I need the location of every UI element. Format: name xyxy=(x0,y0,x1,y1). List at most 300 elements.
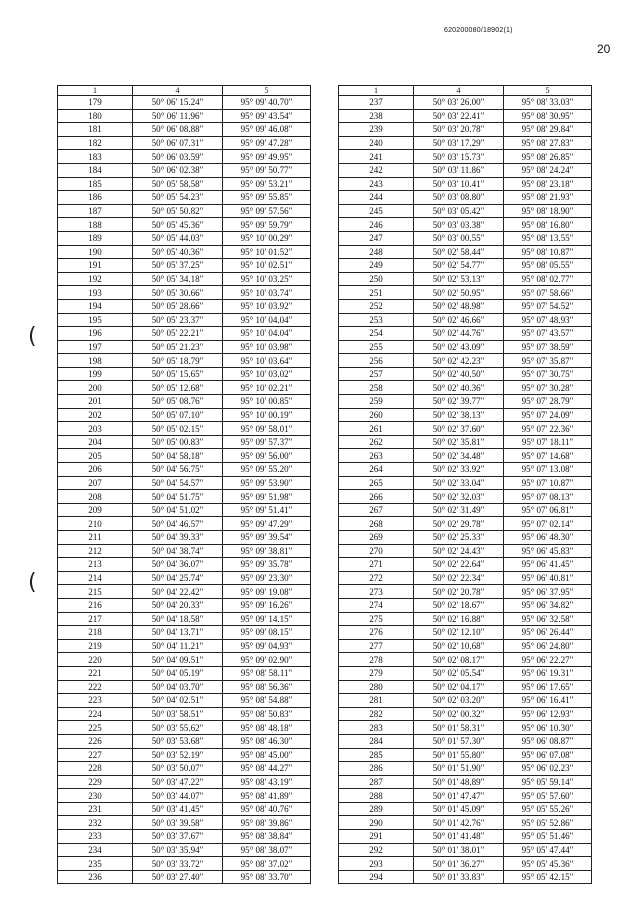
latitude-value: 50° 02' 48.98" xyxy=(414,299,504,313)
latitude-value: 50° 05' 12.68" xyxy=(133,381,223,395)
longitude-value: 95° 07' 08.13" xyxy=(504,490,592,504)
longitude-value: 95° 05' 42.15" xyxy=(504,870,592,884)
table-row xyxy=(339,857,592,871)
table-row xyxy=(339,612,592,626)
point-number: 272 xyxy=(339,571,414,585)
latitude-value: 50° 02' 40.50" xyxy=(414,367,504,381)
longitude-value: 95° 09' 47.28" xyxy=(223,136,311,150)
latitude-value: 50° 05' 44.03" xyxy=(133,231,223,245)
latitude-value: 50° 02' 37.60" xyxy=(414,422,504,436)
table-row xyxy=(58,531,311,545)
table-row xyxy=(58,626,311,640)
latitude-value: 50° 05' 34.18" xyxy=(133,272,223,286)
longitude-value: 95° 05' 59.14" xyxy=(504,775,592,789)
table-row xyxy=(58,367,311,381)
point-number: 200 xyxy=(58,381,133,395)
longitude-value: 95° 07' 48.93" xyxy=(504,313,592,327)
latitude-value: 50° 03' 58.51" xyxy=(133,707,223,721)
table-row xyxy=(58,177,311,191)
longitude-value: 95° 09' 40.70" xyxy=(223,96,311,110)
table-row xyxy=(339,802,592,816)
point-number: 275 xyxy=(339,612,414,626)
longitude-value: 95° 08' 46.30" xyxy=(223,734,311,748)
latitude-value: 50° 03' 05.42" xyxy=(414,204,504,218)
latitude-value: 50° 06' 03.59" xyxy=(133,150,223,164)
latitude-value: 50° 04' 11.21" xyxy=(133,639,223,653)
table-row xyxy=(339,843,592,857)
point-number: 234 xyxy=(58,843,133,857)
point-number: 258 xyxy=(339,381,414,395)
point-number: 253 xyxy=(339,313,414,327)
point-number: 237 xyxy=(339,96,414,110)
longitude-value: 95° 07' 30.28" xyxy=(504,381,592,395)
table-row xyxy=(339,367,592,381)
longitude-value: 95° 10' 04.04" xyxy=(223,313,311,327)
latitude-value: 50° 04' 46.57" xyxy=(133,517,223,531)
longitude-value: 95° 10' 03.92" xyxy=(223,299,311,313)
longitude-value: 95° 07' 14.68" xyxy=(504,449,592,463)
coordinates-table-right xyxy=(338,85,592,884)
latitude-value: 50° 02' 03.20" xyxy=(414,694,504,708)
table-row xyxy=(58,245,311,259)
latitude-value: 50° 03' 41.45" xyxy=(133,802,223,816)
point-number: 225 xyxy=(58,721,133,735)
latitude-value: 50° 04' 18.58" xyxy=(133,612,223,626)
latitude-value: 50° 05' 45.36" xyxy=(133,218,223,232)
table-row xyxy=(58,707,311,721)
longitude-value: 95° 08' 27.83" xyxy=(504,136,592,150)
point-number: 182 xyxy=(58,136,133,150)
latitude-value: 50° 05' 15.65" xyxy=(133,367,223,381)
latitude-value: 50° 03' 00.55" xyxy=(414,231,504,245)
point-number: 196 xyxy=(58,327,133,341)
column-header: 5 xyxy=(223,86,311,96)
latitude-value: 50° 03' 26.00" xyxy=(414,96,504,110)
point-number: 216 xyxy=(58,598,133,612)
point-number: 250 xyxy=(339,272,414,286)
table-row xyxy=(339,381,592,395)
table-row xyxy=(339,245,592,259)
table-row xyxy=(339,177,592,191)
point-number: 215 xyxy=(58,585,133,599)
longitude-value: 95° 07' 06.81" xyxy=(504,503,592,517)
longitude-value: 95° 07' 02.14" xyxy=(504,517,592,531)
latitude-value: 50° 03' 15.73" xyxy=(414,150,504,164)
table-row xyxy=(339,327,592,341)
point-number: 269 xyxy=(339,531,414,545)
point-number: 285 xyxy=(339,748,414,762)
table-row xyxy=(339,435,592,449)
latitude-value: 50° 02' 00.32" xyxy=(414,707,504,721)
longitude-value: 95° 10' 00.29" xyxy=(223,231,311,245)
longitude-value: 95° 09' 46.08" xyxy=(223,123,311,137)
point-number: 224 xyxy=(58,707,133,721)
longitude-value: 95° 07' 30.75" xyxy=(504,367,592,381)
point-number: 233 xyxy=(58,830,133,844)
table-row xyxy=(339,544,592,558)
table-row xyxy=(339,517,592,531)
longitude-value: 95° 10' 03.64" xyxy=(223,354,311,368)
longitude-value: 95° 06' 24.80" xyxy=(504,639,592,653)
point-number: 259 xyxy=(339,395,414,409)
table-row xyxy=(58,598,311,612)
point-number: 236 xyxy=(58,870,133,884)
longitude-value: 95° 08' 05.55" xyxy=(504,259,592,273)
longitude-value: 95° 09' 53.21" xyxy=(223,177,311,191)
longitude-value: 95° 09' 57.56" xyxy=(223,204,311,218)
table-row xyxy=(58,762,311,776)
table-row xyxy=(339,231,592,245)
latitude-value: 50° 03' 20.78" xyxy=(414,123,504,137)
table-row xyxy=(58,96,311,110)
latitude-value: 50° 02' 16.88" xyxy=(414,612,504,626)
point-number: 293 xyxy=(339,857,414,871)
table-row xyxy=(58,775,311,789)
point-number: 194 xyxy=(58,299,133,313)
table-row xyxy=(339,585,592,599)
point-number: 204 xyxy=(58,435,133,449)
table-row xyxy=(339,449,592,463)
latitude-value: 50° 05' 30.66" xyxy=(133,286,223,300)
point-number: 191 xyxy=(58,259,133,273)
latitude-value: 50° 02' 32.03" xyxy=(414,490,504,504)
latitude-value: 50° 05' 23.37" xyxy=(133,313,223,327)
table-row xyxy=(58,340,311,354)
table-row xyxy=(58,231,311,245)
latitude-value: 50° 01' 45.09" xyxy=(414,802,504,816)
table-row xyxy=(339,408,592,422)
table-row xyxy=(339,340,592,354)
latitude-value: 50° 02' 42.23" xyxy=(414,354,504,368)
point-number: 289 xyxy=(339,802,414,816)
latitude-value: 50° 03' 11.86" xyxy=(414,163,504,177)
point-number: 202 xyxy=(58,408,133,422)
binding-mark-icon: ( xyxy=(28,324,37,349)
longitude-value: 95° 06' 08.87" xyxy=(504,734,592,748)
longitude-value: 95° 08' 40.76" xyxy=(223,802,311,816)
latitude-value: 50° 04' 56.75" xyxy=(133,463,223,477)
longitude-value: 95° 07' 22.36" xyxy=(504,422,592,436)
point-number: 244 xyxy=(339,191,414,205)
latitude-value: 50° 05' 50.82" xyxy=(133,204,223,218)
point-number: 230 xyxy=(58,789,133,803)
latitude-value: 50° 04' 25.74" xyxy=(133,571,223,585)
latitude-value: 50° 02' 33.04" xyxy=(414,476,504,490)
table-row xyxy=(339,503,592,517)
point-number: 257 xyxy=(339,367,414,381)
table-row xyxy=(58,435,311,449)
latitude-value: 50° 03' 22.41" xyxy=(414,109,504,123)
latitude-value: 50° 04' 58.18" xyxy=(133,449,223,463)
table-row xyxy=(339,626,592,640)
point-number: 179 xyxy=(58,96,133,110)
latitude-value: 50° 01' 33.83" xyxy=(414,870,504,884)
longitude-value: 95° 10' 00.19" xyxy=(223,408,311,422)
longitude-value: 95° 06' 10.30" xyxy=(504,721,592,735)
point-number: 181 xyxy=(58,123,133,137)
latitude-value: 50° 02' 33.92" xyxy=(414,463,504,477)
point-number: 263 xyxy=(339,449,414,463)
latitude-value: 50° 04' 03.70" xyxy=(133,680,223,694)
longitude-value: 95° 06' 02.23" xyxy=(504,762,592,776)
longitude-value: 95° 08' 10.87" xyxy=(504,245,592,259)
point-number: 247 xyxy=(339,231,414,245)
longitude-value: 95° 06' 22.27" xyxy=(504,653,592,667)
longitude-value: 95° 08' 24.24" xyxy=(504,163,592,177)
point-number: 211 xyxy=(58,531,133,545)
longitude-value: 95° 10' 01.52" xyxy=(223,245,311,259)
longitude-value: 95° 08' 41.89" xyxy=(223,789,311,803)
latitude-value: 50° 04' 05.19" xyxy=(133,666,223,680)
latitude-value: 50° 06' 07.31" xyxy=(133,136,223,150)
latitude-value: 50° 01' 51.90" xyxy=(414,762,504,776)
latitude-value: 50° 04' 13.71" xyxy=(133,626,223,640)
latitude-value: 50° 04' 09.51" xyxy=(133,653,223,667)
longitude-value: 95° 09' 51.98" xyxy=(223,490,311,504)
latitude-value: 50° 02' 29.78" xyxy=(414,517,504,531)
table-row xyxy=(339,598,592,612)
longitude-value: 95° 06' 48.30" xyxy=(504,531,592,545)
latitude-value: 50° 04' 51.75" xyxy=(133,490,223,504)
latitude-value: 50° 03' 10.41" xyxy=(414,177,504,191)
point-number: 266 xyxy=(339,490,414,504)
column-header: 4 xyxy=(133,86,223,96)
point-number: 292 xyxy=(339,843,414,857)
longitude-value: 95° 06' 07.08" xyxy=(504,748,592,762)
longitude-value: 95° 10' 04.04" xyxy=(223,327,311,341)
table-row xyxy=(339,163,592,177)
longitude-value: 95° 08' 37.02" xyxy=(223,857,311,871)
point-number: 273 xyxy=(339,585,414,599)
table-row xyxy=(58,299,311,313)
column-header: 4 xyxy=(414,86,504,96)
latitude-value: 50° 03' 35.94" xyxy=(133,843,223,857)
latitude-value: 50° 02' 08.17" xyxy=(414,653,504,667)
latitude-value: 50° 02' 58.44" xyxy=(414,245,504,259)
latitude-value: 50° 04' 36.07" xyxy=(133,558,223,572)
point-number: 288 xyxy=(339,789,414,803)
longitude-value: 95° 08' 44.27" xyxy=(223,762,311,776)
point-number: 235 xyxy=(58,857,133,871)
point-number: 180 xyxy=(58,109,133,123)
latitude-value: 50° 02' 31.49" xyxy=(414,503,504,517)
table-header-row xyxy=(339,86,592,96)
point-number: 270 xyxy=(339,544,414,558)
latitude-value: 50° 02' 22.64" xyxy=(414,558,504,572)
latitude-value: 50° 04' 38.74" xyxy=(133,544,223,558)
longitude-value: 95° 08' 56.36" xyxy=(223,680,311,694)
latitude-value: 50° 04' 39.33" xyxy=(133,531,223,545)
point-number: 209 xyxy=(58,503,133,517)
point-number: 203 xyxy=(58,422,133,436)
point-number: 255 xyxy=(339,340,414,354)
point-number: 201 xyxy=(58,395,133,409)
longitude-value: 95° 09' 51.41" xyxy=(223,503,311,517)
latitude-value: 50° 02' 20.78" xyxy=(414,585,504,599)
latitude-value: 50° 04' 22.42" xyxy=(133,585,223,599)
point-number: 245 xyxy=(339,204,414,218)
table-row xyxy=(339,191,592,205)
longitude-value: 95° 06' 26.44" xyxy=(504,626,592,640)
point-number: 271 xyxy=(339,558,414,572)
point-number: 221 xyxy=(58,666,133,680)
longitude-value: 95° 08' 33.70" xyxy=(223,870,311,884)
point-number: 226 xyxy=(58,734,133,748)
table-header-row xyxy=(58,86,311,96)
longitude-value: 95° 08' 48.18" xyxy=(223,721,311,735)
document-id: 620200080/18902(1) xyxy=(444,27,513,34)
latitude-value: 50° 02' 12.10" xyxy=(414,626,504,640)
table-row xyxy=(339,109,592,123)
latitude-value: 50° 02' 53.13" xyxy=(414,272,504,286)
table-row xyxy=(58,802,311,816)
latitude-value: 50° 02' 54.77" xyxy=(414,259,504,273)
point-number: 186 xyxy=(58,191,133,205)
point-number: 242 xyxy=(339,163,414,177)
longitude-value: 95° 10' 03.74" xyxy=(223,286,311,300)
longitude-value: 95° 09' 56.00" xyxy=(223,449,311,463)
latitude-value: 50° 03' 50.07" xyxy=(133,762,223,776)
latitude-value: 50° 05' 02.15" xyxy=(133,422,223,436)
table-row xyxy=(339,204,592,218)
latitude-value: 50° 02' 43.09" xyxy=(414,340,504,354)
point-number: 188 xyxy=(58,218,133,232)
table-row xyxy=(58,734,311,748)
table-row xyxy=(58,612,311,626)
point-number: 192 xyxy=(58,272,133,286)
table-row xyxy=(58,789,311,803)
point-number: 254 xyxy=(339,327,414,341)
table-row xyxy=(339,286,592,300)
table-row xyxy=(58,327,311,341)
point-number: 222 xyxy=(58,680,133,694)
longitude-value: 95° 08' 29.84" xyxy=(504,123,592,137)
latitude-value: 50° 06' 02.38" xyxy=(133,163,223,177)
longitude-value: 95° 08' 16.80" xyxy=(504,218,592,232)
table-row xyxy=(58,544,311,558)
longitude-value: 95° 07' 24.09" xyxy=(504,408,592,422)
longitude-value: 95° 08' 58.11" xyxy=(223,666,311,680)
longitude-value: 95° 09' 08.15" xyxy=(223,626,311,640)
point-number: 214 xyxy=(58,571,133,585)
longitude-value: 95° 06' 12.93" xyxy=(504,707,592,721)
point-number: 283 xyxy=(339,721,414,735)
point-number: 286 xyxy=(339,762,414,776)
longitude-value: 95° 08' 02.77" xyxy=(504,272,592,286)
table-row xyxy=(339,721,592,735)
point-number: 213 xyxy=(58,558,133,572)
point-number: 287 xyxy=(339,775,414,789)
longitude-value: 95° 09' 57.37" xyxy=(223,435,311,449)
longitude-value: 95° 09' 59.79" xyxy=(223,218,311,232)
longitude-value: 95° 09' 55.20" xyxy=(223,463,311,477)
point-number: 185 xyxy=(58,177,133,191)
point-number: 241 xyxy=(339,150,414,164)
table-row xyxy=(58,571,311,585)
table-row xyxy=(339,680,592,694)
point-number: 205 xyxy=(58,449,133,463)
longitude-value: 95° 06' 16.41" xyxy=(504,694,592,708)
latitude-value: 50° 02' 22.34" xyxy=(414,571,504,585)
longitude-value: 95° 08' 18.90" xyxy=(504,204,592,218)
latitude-value: 50° 01' 38.01" xyxy=(414,843,504,857)
longitude-value: 95° 06' 40.81" xyxy=(504,571,592,585)
latitude-value: 50° 01' 58.31" xyxy=(414,721,504,735)
table-row xyxy=(58,666,311,680)
latitude-value: 50° 02' 05.54" xyxy=(414,666,504,680)
table-row xyxy=(339,96,592,110)
table-row xyxy=(58,395,311,409)
longitude-value: 95° 05' 57.60" xyxy=(504,789,592,803)
latitude-value: 50° 05' 07.10" xyxy=(133,408,223,422)
point-number: 218 xyxy=(58,626,133,640)
longitude-value: 95° 10' 03.98" xyxy=(223,340,311,354)
point-number: 291 xyxy=(339,830,414,844)
table-row xyxy=(339,354,592,368)
point-number: 227 xyxy=(58,748,133,762)
latitude-value: 50° 03' 44.07" xyxy=(133,789,223,803)
point-number: 219 xyxy=(58,639,133,653)
point-number: 220 xyxy=(58,653,133,667)
longitude-value: 95° 07' 28.79" xyxy=(504,395,592,409)
table-row xyxy=(339,313,592,327)
longitude-value: 95° 09' 02.90" xyxy=(223,653,311,667)
longitude-value: 95° 05' 55.26" xyxy=(504,802,592,816)
point-number: 187 xyxy=(58,204,133,218)
point-number: 268 xyxy=(339,517,414,531)
latitude-value: 50° 03' 33.72" xyxy=(133,857,223,871)
longitude-value: 95° 08' 50.83" xyxy=(223,707,311,721)
table-row xyxy=(58,286,311,300)
table-row xyxy=(58,680,311,694)
point-number: 277 xyxy=(339,639,414,653)
table-row xyxy=(339,830,592,844)
table-row xyxy=(58,857,311,871)
longitude-value: 95° 07' 18.11" xyxy=(504,435,592,449)
point-number: 228 xyxy=(58,762,133,776)
table-row xyxy=(339,707,592,721)
longitude-value: 95° 08' 39.86" xyxy=(223,816,311,830)
longitude-value: 95° 06' 37.95" xyxy=(504,585,592,599)
point-number: 184 xyxy=(58,163,133,177)
table-row xyxy=(58,163,311,177)
point-number: 190 xyxy=(58,245,133,259)
point-number: 240 xyxy=(339,136,414,150)
longitude-value: 95° 10' 03.02" xyxy=(223,367,311,381)
longitude-value: 95° 05' 45.36" xyxy=(504,857,592,871)
longitude-value: 95° 08' 43.19" xyxy=(223,775,311,789)
latitude-value: 50° 05' 18.79" xyxy=(133,354,223,368)
table-row xyxy=(58,870,311,884)
table-row xyxy=(339,653,592,667)
latitude-value: 50° 05' 08.76" xyxy=(133,395,223,409)
point-number: 264 xyxy=(339,463,414,477)
latitude-value: 50° 03' 37.67" xyxy=(133,830,223,844)
latitude-value: 50° 05' 58.58" xyxy=(133,177,223,191)
longitude-value: 95° 08' 23.18" xyxy=(504,177,592,191)
point-number: 206 xyxy=(58,463,133,477)
point-number: 246 xyxy=(339,218,414,232)
latitude-value: 50° 02' 50.95" xyxy=(414,286,504,300)
latitude-value: 50° 06' 11.96" xyxy=(133,109,223,123)
latitude-value: 50° 01' 55.80" xyxy=(414,748,504,762)
latitude-value: 50° 01' 36.27" xyxy=(414,857,504,871)
longitude-value: 95° 09' 14.15" xyxy=(223,612,311,626)
column-header: 1 xyxy=(339,86,414,96)
point-number: 262 xyxy=(339,435,414,449)
table-row xyxy=(58,830,311,844)
longitude-value: 95° 05' 51.46" xyxy=(504,830,592,844)
